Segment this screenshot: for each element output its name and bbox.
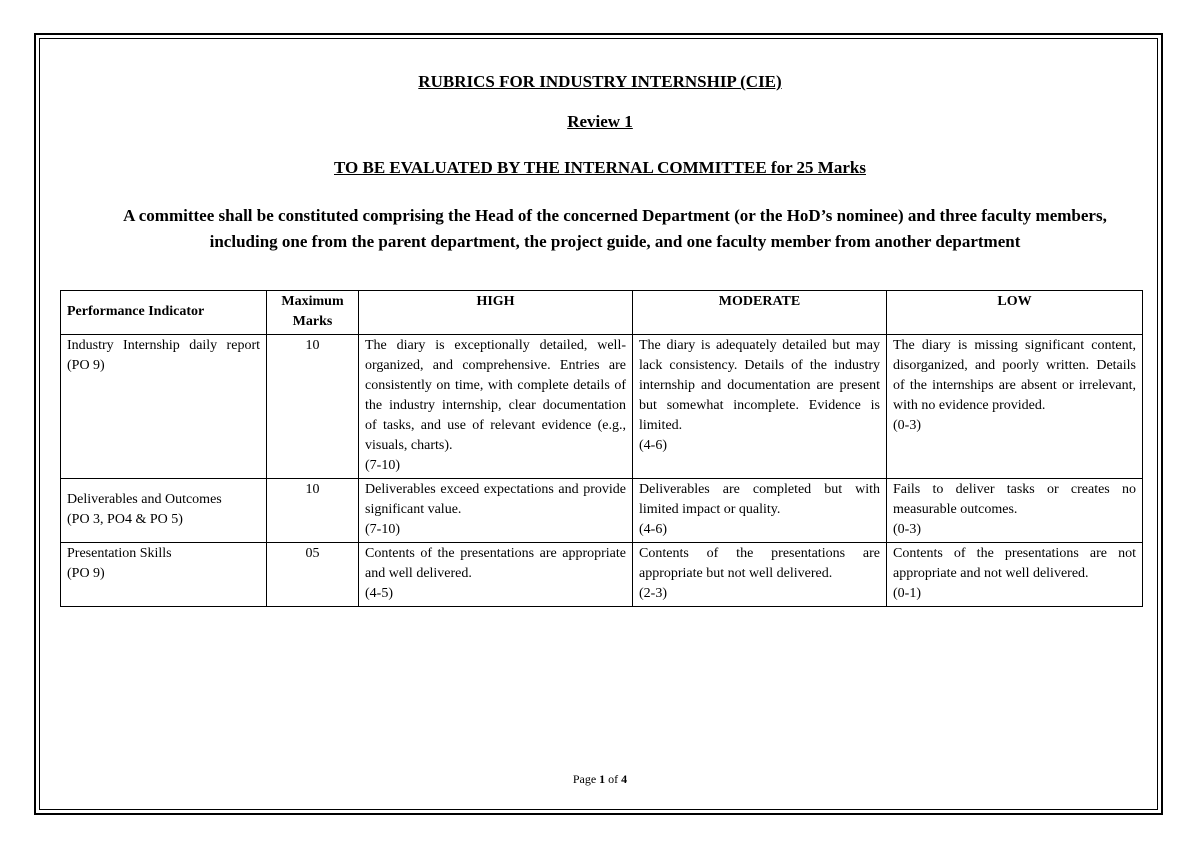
low-cell — [887, 543, 1143, 607]
moderate-cell — [633, 335, 887, 479]
marks-cell: 10 — [267, 335, 359, 479]
high-range: (7-10) — [365, 458, 400, 473]
header-high: HIGH — [359, 291, 633, 335]
moderate-description: Deliverables are completed but with limited impact or quality. — [639, 482, 880, 517]
low-description: The diary is missing significant content, disorganized, and poorly written. Details of the internships are absent or irrelevant, with no evidence provided. — [893, 338, 1136, 413]
table-row — [61, 479, 1143, 543]
page-number-prefix: Page — [572, 772, 597, 786]
high-description: The diary is exceptionally detailed, well-organized, and comprehensive. Entries are consistently on time, with complete details of the industry internship, clear documentation of tasks, and use of relevant evidence (e.g., visuals, charts). — [365, 338, 626, 453]
indicator-cell — [61, 335, 267, 479]
header-performance-indicator: Performance Indicator — [61, 291, 267, 335]
page-number — [0, 772, 1200, 787]
indicator-name: Deliverables and Outcomes — [67, 492, 222, 507]
moderate-range: (4-6) — [639, 438, 667, 453]
high-description: Deliverables exceed expectations and provide significant value. — [365, 482, 626, 517]
indicator-name: Industry Internship daily report — [67, 338, 260, 353]
low-description: Fails to deliver tasks or creates no measurable outcomes. — [893, 482, 1136, 517]
indicator-po: (PO 9) — [67, 566, 105, 581]
rubric-table — [60, 290, 1143, 607]
low-description: Contents of the presentations are not appropriate and not well delivered. — [893, 546, 1136, 581]
high-cell — [359, 543, 633, 607]
high-description: Contents of the presentations are appropriate and well delivered. — [365, 546, 626, 581]
marks-cell: 10 — [267, 479, 359, 543]
table-row — [61, 543, 1143, 607]
document-title: RUBRICS FOR INDUSTRY INTERNSHIP (CIE) — [418, 72, 782, 91]
marks-cell: 05 — [267, 543, 359, 607]
committee-intro: A committee shall be constituted comprising the Head of the concerned Department (or the HoD’s nominee) and three faculty members, including one from the parent department, the project guide, and one faculty member from another department — [123, 206, 1107, 251]
low-cell — [887, 479, 1143, 543]
indicator-cell — [61, 479, 267, 543]
low-cell — [887, 335, 1143, 479]
document-heading: TO BE EVALUATED BY THE INTERNAL COMMITTEE for 25 Marks — [334, 158, 866, 177]
page-number-of: of — [608, 772, 619, 786]
page-number-current: 1 — [599, 772, 606, 786]
indicator-po: (PO 3, PO4 & PO 5) — [67, 512, 183, 527]
high-range: (7-10) — [365, 522, 400, 537]
low-range: (0-1) — [893, 586, 921, 601]
moderate-range: (2-3) — [639, 586, 667, 601]
indicator-po: (PO 9) — [67, 358, 105, 373]
moderate-cell — [633, 479, 887, 543]
indicator-name: Presentation Skills — [67, 546, 172, 561]
moderate-description: The diary is adequately detailed but may lack consistency. Details of the industry internship and documentation are present but somewhat incomplete. Evidence is limited. — [639, 338, 880, 433]
table-row — [61, 335, 1143, 479]
page-number-total: 4 — [621, 772, 628, 786]
moderate-cell — [633, 543, 887, 607]
header-maximum-marks: Maximum Marks — [267, 291, 359, 335]
document-subtitle: Review 1 — [567, 112, 633, 131]
moderate-description: Contents of the presentations are appropriate but not well delivered. — [639, 546, 880, 581]
high-cell — [359, 335, 633, 479]
header-low: LOW — [887, 291, 1143, 335]
table-header-row — [61, 291, 1143, 335]
indicator-cell — [61, 543, 267, 607]
low-range: (0-3) — [893, 418, 921, 433]
high-range: (4-5) — [365, 586, 393, 601]
low-range: (0-3) — [893, 522, 921, 537]
moderate-range: (4-6) — [639, 522, 667, 537]
high-cell — [359, 479, 633, 543]
header-moderate: MODERATE — [633, 291, 887, 335]
